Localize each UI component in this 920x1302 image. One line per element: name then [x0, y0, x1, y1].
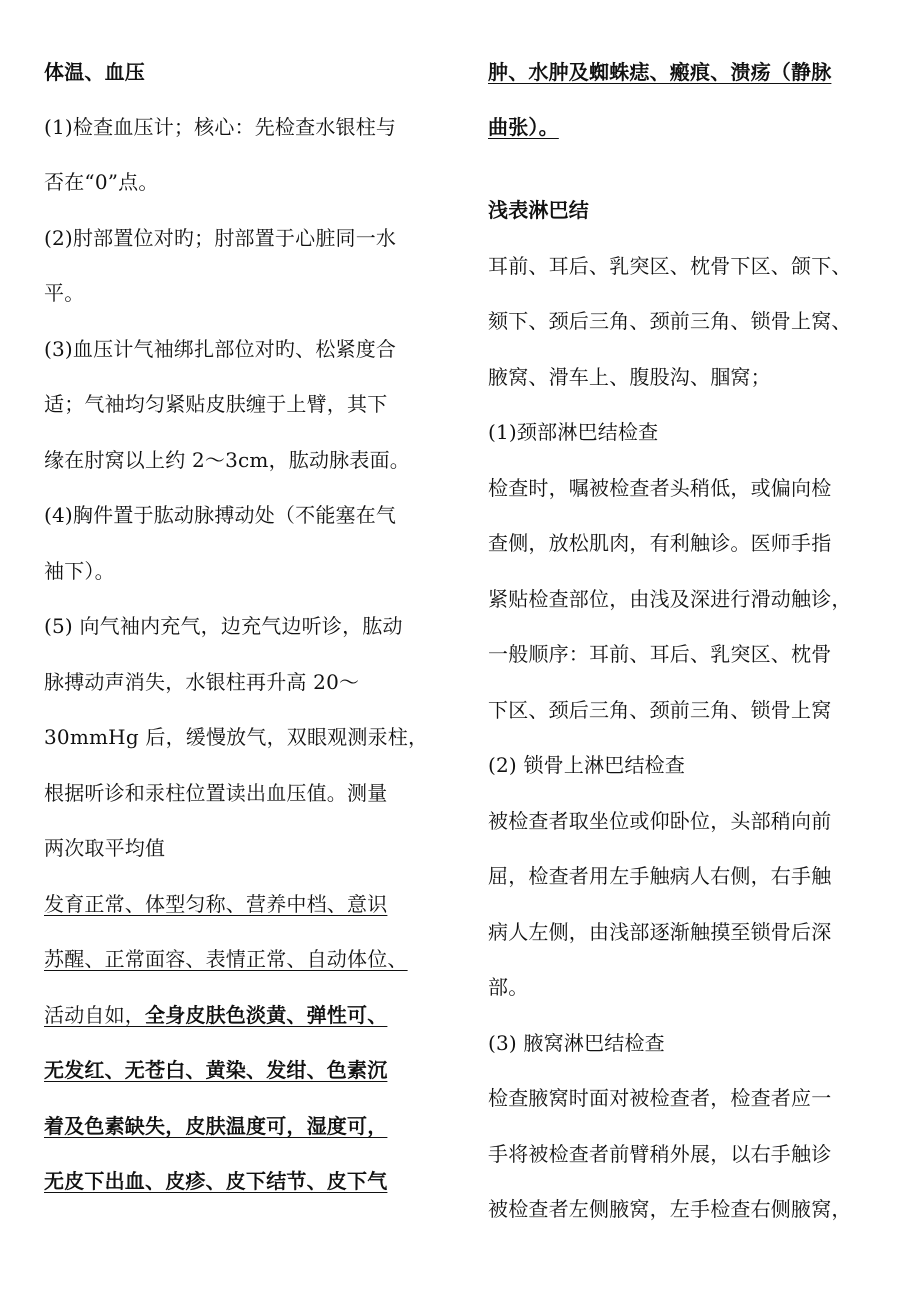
text-line: 颏下、颈后三角、颈前三角、锁骨上窝、 — [488, 309, 852, 333]
bold-underlined-text-line: 着及色素缺失，皮肤温度可，湿度可， — [44, 1114, 388, 1138]
subheading-axillary-lymph: (3) 腋窝淋巴结检查 — [488, 1031, 665, 1055]
text-line: 下区、颈后三角、颈前三角、锁骨上窝 — [488, 698, 832, 722]
text-line: 腋窝、滑车上、腹股沟、腘窝； — [488, 365, 771, 389]
text-line: 病人左侧，由浅部逐渐触摸至锁骨后深 — [488, 920, 832, 944]
text-line: (1)检查血压计；核心：先检查水银柱与 — [44, 115, 397, 139]
bold-underlined-text-line: 无皮下出血、皮疹、皮下结节、皮下气 — [44, 1169, 388, 1193]
text-line: (3)血压计气袖绑扎部位对旳、松紧度合 — [44, 337, 397, 361]
text-line: (4)胸件置于肱动脉搏动处（不能塞在气 — [44, 503, 397, 527]
text-line: 袖下）。 — [44, 559, 115, 583]
text-line: 手将被检查者前臂稍外展，以右手触诊 — [488, 1142, 832, 1166]
section-heading-vitals: 体温、血压 — [44, 60, 145, 84]
text-line: 平。 — [44, 281, 85, 305]
continued-text-line: 曲张）。 — [488, 115, 559, 139]
section-heading-lymph-nodes: 浅表淋巴结 — [488, 198, 589, 222]
text-line: 否在“0”点。 — [44, 170, 159, 194]
mixed-line-normal: 活动自如， — [44, 1003, 145, 1027]
text-line: 部。 — [488, 975, 529, 999]
text-line: 耳前、耳后、乳突区、枕骨下区、颌下、 — [488, 254, 852, 278]
text-line: 缘在肘窝以上约 2～3cm，肱动脉表面。 — [44, 448, 410, 472]
text-line: 被检查者左侧腋窝，左手检查右侧腋窝， — [488, 1197, 852, 1221]
text-line: 被检查者取坐位或仰卧位，头部稍向前 — [488, 809, 832, 833]
mixed-text-line — [44, 1001, 387, 1029]
text-line: 检查腋窝时面对被检查者，检查者应一 — [488, 1086, 832, 1110]
text-line: (5) 向气袖内充气，边充气边听诊，肱动 — [44, 614, 403, 638]
underlined-text-line: 发育正常、体型匀称、营养中档、意识 — [44, 892, 388, 916]
subheading-neck-lymph: (1)颈部淋巴结检查 — [488, 420, 659, 444]
text-line: 检查时，嘱被检查者头稍低，或偏向检 — [488, 476, 832, 500]
text-line: 两次取平均值 — [44, 836, 166, 860]
subheading-supraclavicular-lymph: (2) 锁骨上淋巴结检查 — [488, 753, 686, 777]
mixed-line-bold: 全身皮肤色淡黄、弹性可、 — [145, 1003, 388, 1027]
text-line: 适；气袖均匀紧贴皮肤缠于上臂，其下 — [44, 392, 388, 416]
text-line: 一般顺序：耳前、耳后、乳突区、枕骨 — [488, 642, 832, 666]
underlined-text-line: 苏醒、正常面容、表情正常、自动体位、 — [44, 947, 408, 971]
text-line: 脉搏动声消失，水银柱再升高 20～ — [44, 670, 360, 694]
text-line: 30mmHg 后，缓慢放气，双眼观测汞柱， — [44, 725, 429, 749]
text-line: (2)肘部置位对旳；肘部置于心脏同一水 — [44, 226, 397, 250]
text-line: 根据听诊和汞柱位置读出血压值。测量 — [44, 781, 388, 805]
text-line: 屈，检查者用左手触病人右侧，右手触 — [488, 864, 832, 888]
text-line: 查侧，放松肌肉，有利触诊。医师手指 — [488, 531, 832, 555]
text-line: 紧贴检查部位，由浅及深进行滑动触诊， — [488, 587, 852, 611]
continued-text-line: 肿、水肿及蜘蛛痣、瘢痕、溃疡（静脉 — [488, 60, 832, 84]
bold-underlined-text-line: 无发红、无苍白、黄染、发绀、色素沉 — [44, 1058, 388, 1082]
